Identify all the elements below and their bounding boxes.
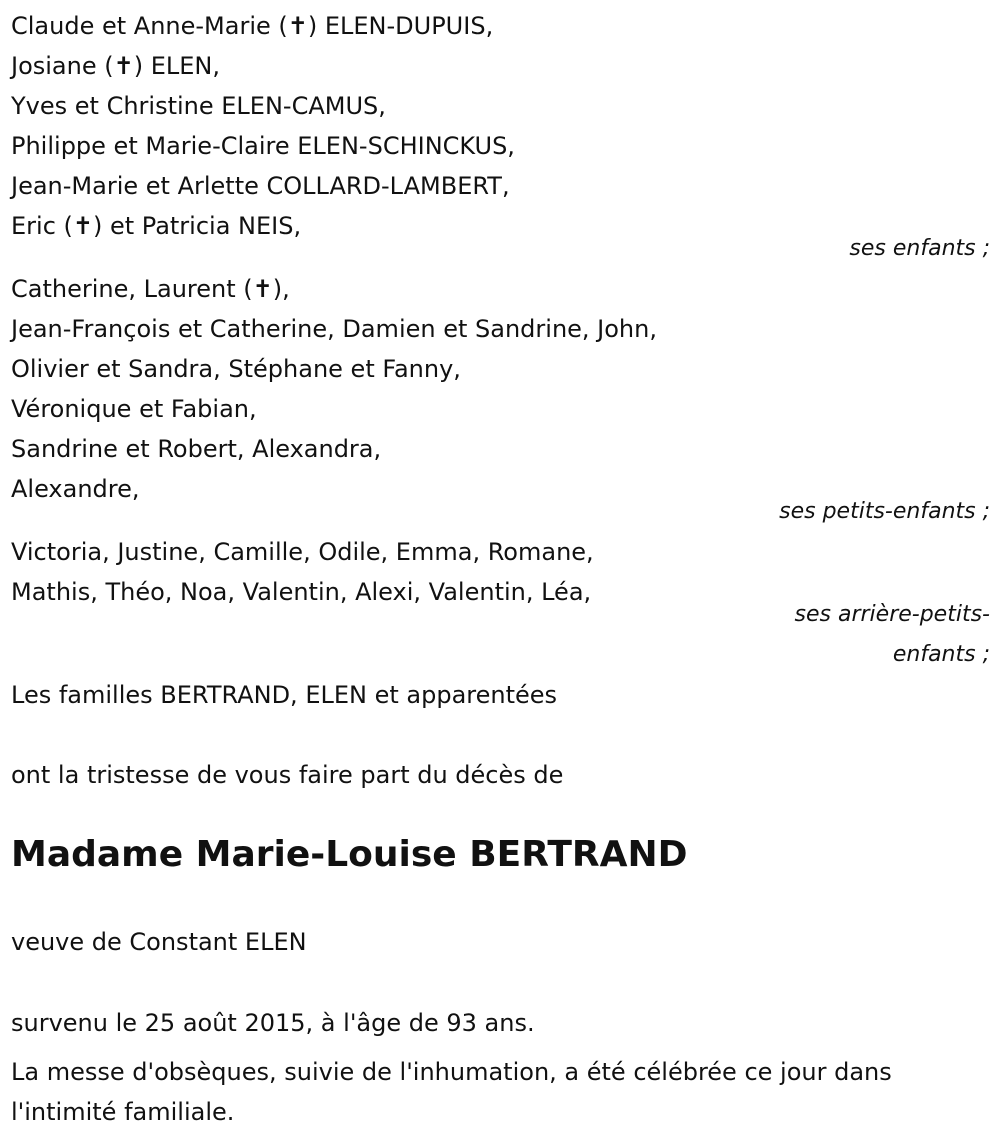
death-info-line: survenu le 25 août 2015, à l'âge de 93 ans. <box>11 1009 535 1037</box>
great-grandchildren-relation: ses arrière-petits- <box>794 602 990 627</box>
ceremony-info: La messe d'obsèques, suivie de l'inhumation, a été célébrée ce jour dans l'intimité familiale. <box>11 1058 892 1126</box>
children-line: Josiane (✝) ELEN, <box>11 52 220 80</box>
children-relation: ses enfants ; <box>849 236 990 261</box>
grandchildren-line: Olivier et Sandra, Stéphane et Fanny, <box>11 355 461 383</box>
deceased-name: Madame Marie-Louise BERTRAND <box>11 834 688 875</box>
children-line: Yves et Christine ELEN-CAMUS, <box>11 92 386 120</box>
children-line: Eric (✝) et Patricia NEIS, <box>11 212 302 240</box>
grandchildren-line: Catherine, Laurent (✝), <box>11 275 290 303</box>
families-line: Les familles BERTRAND, ELEN et apparentées <box>11 681 558 709</box>
grandchildren-line: Alexandre, <box>11 475 140 503</box>
great-grandchildren-line: Victoria, Justine, Camille, Odile, Emma, Romane, <box>11 538 594 566</box>
announcement-line: ont la tristesse de vous faire part du décès de <box>11 761 564 789</box>
children-line: Philippe et Marie-Claire ELEN-SCHINCKUS, <box>11 132 515 160</box>
grandchildren-relation: ses petits-enfants ; <box>779 499 990 524</box>
children-line: Claude et Anne-Marie (✝) ELEN-DUPUIS, <box>11 12 494 40</box>
widow-of-line: veuve de Constant ELEN <box>11 928 307 956</box>
grandchildren-line: Sandrine et Robert, Alexandra, <box>11 435 382 463</box>
grandchildren-line: Jean-François et Catherine, Damien et Sandrine, John, <box>11 315 657 343</box>
children-line: Jean-Marie et Arlette COLLARD-LAMBERT, <box>11 172 510 200</box>
great-grandchildren-line: Mathis, Théo, Noa, Valentin, Alexi, Valentin, Léa, <box>11 578 592 606</box>
great-grandchildren-relation: enfants ; <box>892 642 990 667</box>
grandchildren-line: Véronique et Fabian, <box>11 395 257 423</box>
